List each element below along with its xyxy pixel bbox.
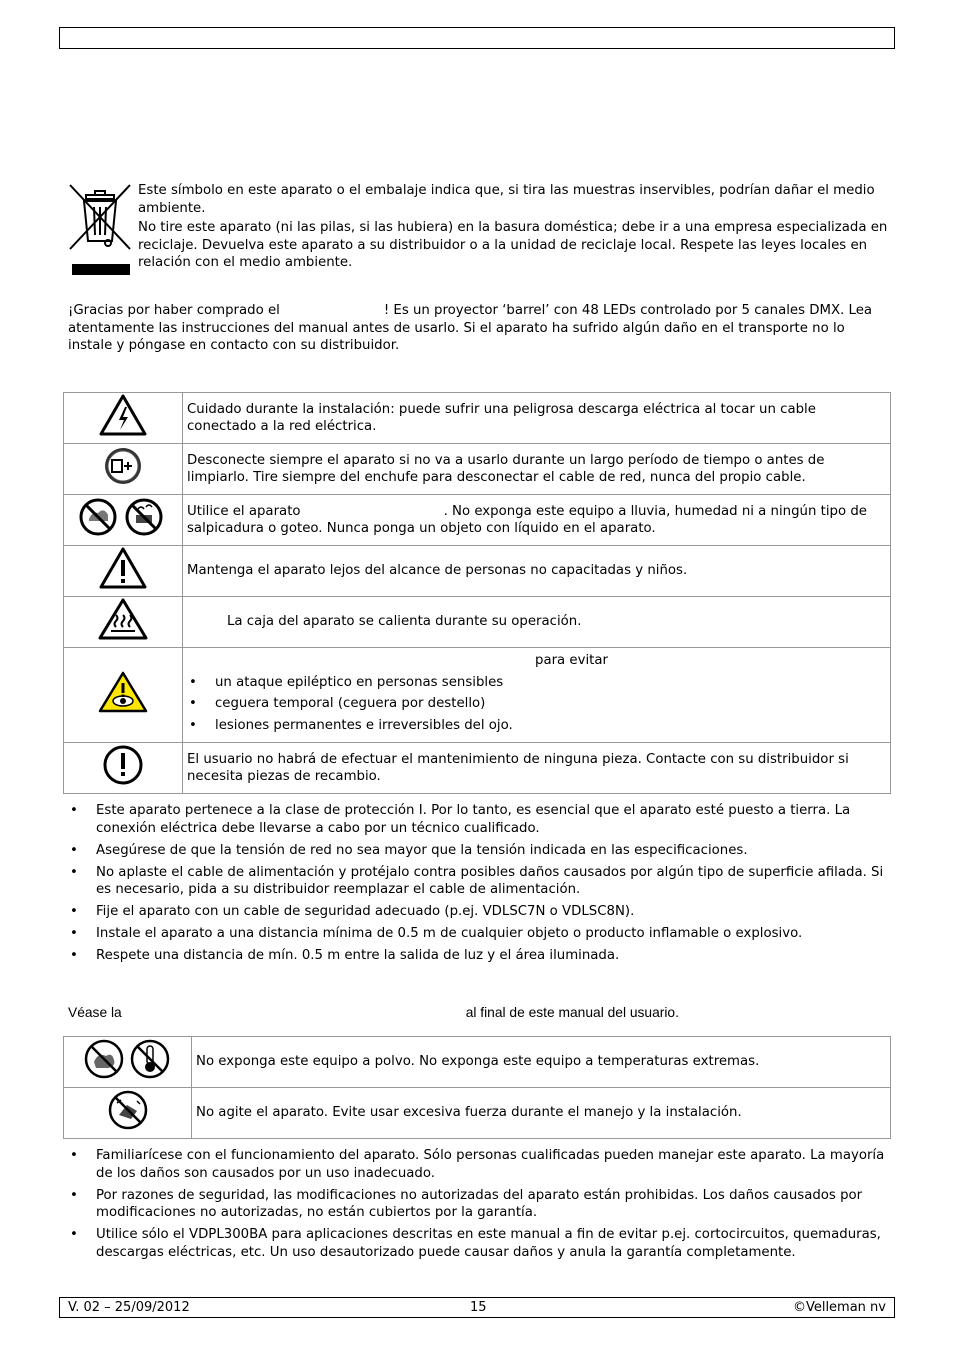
unplug-icon (103, 446, 143, 486)
warranty-note (68, 1004, 890, 1022)
electric-shock-warning-icon (98, 393, 148, 437)
table-row (64, 648, 891, 743)
list-item: • Fije el aparato con un cable de seguridad adecuado (p.ej. VDLSC7N o VDLSC8N). (68, 903, 890, 921)
table-row (64, 1037, 891, 1088)
list-item: • Por razones de seguridad, las modificaciones no autorizadas del aparato están prohibidas. Los daños causados por modificaciones no autorizadas, no están cubiertos por la garantía. (68, 1187, 890, 1222)
table-cell-text: Desconecte siempre el aparato si no va a usarlo durante un largo período de tiempo o antes de limpiarlo. Tire siempre del enchufe para desconectar el cable de red, nunca del propio cable. (183, 444, 891, 495)
list-item: • Familiarícese con el funcionamiento del aparato. Sólo personas cualificadas pueden manejar este aparato. La mayoría de los daños son causados por un uso inadecuado. (68, 1147, 890, 1182)
note-text-b: al final de este manual del usuario. (465, 1005, 679, 1020)
table-row (64, 743, 891, 794)
table-row (64, 546, 891, 597)
weee-crossed-bin-icon (68, 183, 134, 277)
table-cell-text: para evitar (535, 653, 609, 668)
eye-hazard-list (187, 674, 886, 735)
general-warning-icon (98, 546, 148, 590)
note-text-a: Véase la (68, 1005, 122, 1020)
table-row (64, 495, 891, 546)
no-rain-no-splash-icon (78, 497, 168, 537)
page-header-box (59, 27, 895, 49)
cell-text-a: Utilice el aparato (187, 503, 301, 519)
list-item: • Respete una distancia de mín. 0.5 m entre la salida de luz y el área iluminada. (68, 947, 890, 965)
intro-paragraph (68, 302, 890, 355)
cell-text-b: . No exponga este equipo a lluvia, humedad ni a ningún tipo de salpicadura o goteo. Nunca ponga un objeto con líquido en el aparato. (187, 503, 867, 536)
weee-paragraph-2: No tire este aparato (ni las pilas, si las hubiera) en la basura doméstica; debe ir a una empresa especializada en reciclaje. Devuelva este aparato a su distribuidor o a la unidad de reciclaje local. Respete las leyes locales en relación con el medio ambiente. (138, 220, 888, 270)
intro-text-a: ¡Gracias por haber comprado el (68, 303, 280, 318)
footer-page-number: 15 (470, 1300, 487, 1315)
mandatory-notice-icon (102, 744, 144, 786)
table-cell-text: La caja del aparato se calienta durante su operación. (227, 614, 582, 630)
table-row (64, 597, 891, 648)
no-dust-no-temperature-icon (82, 1038, 174, 1080)
hot-surface-icon (97, 597, 149, 641)
safety-bullet-list (68, 802, 890, 969)
list-item: • Este aparato pertenece a la clase de protección I. Por lo tanto, es esencial que el aparato esté puesto a tierra. La conexión eléctrica debe llevarse a cabo por un técnico cualificado. (68, 802, 890, 837)
no-shaking-icon (107, 1089, 149, 1131)
list-item: • Asegúrese de que la tensión de red no sea mayor que la tensión indicada en las especificaciones. (68, 842, 890, 860)
safety-instructions-table (63, 392, 891, 794)
table-row (64, 393, 891, 444)
design-features-table (63, 1036, 891, 1139)
table-cell-text: No exponga este equipo a polvo. No exponga este equipo a temperaturas extremas. (192, 1037, 891, 1088)
table-cell-text: El usuario no habrá de efectuar el mantenimiento de ninguna pieza. Contacte con su distribuidor si necesita piezas de recambio. (183, 743, 891, 794)
list-item: • Instale el aparato a una distancia mínima de 0.5 m de cualquier objeto o producto inflamable o explosivo. (68, 925, 890, 943)
list-item: • No aplaste el cable de alimentación y protéjalo contra posibles daños causados por algún tipo de superficie afilada. Si es necesario, pida a su distribuidor reemplazar el cable de alimentación. (68, 864, 890, 899)
intro-text-b: ! Es un proyector ‘barrel’ con 48 LEDs controlado por 5 canales DMX. Lea atentamente las instrucciones del manual antes de usarlo. Si el aparato ha sufrido algún daño en el transporte no lo instale y póngase en contacto con su distribuidor. (68, 303, 873, 353)
page-footer (59, 1297, 895, 1318)
table-cell-text: Mantenga el aparato lejos del alcance de personas no capacitadas y niños. (183, 546, 891, 597)
list-item: • un ataque epiléptico en personas sensibles (187, 674, 886, 692)
list-item: • lesiones permanentes e irreversibles del ojo. (187, 717, 886, 735)
weee-paragraph-1: Este símbolo en este aparato o el embalaje indica que, si tira las muestras inservibles, podrían dañar el medio ambiente. (138, 183, 875, 216)
list-item: • Utilice sólo el VDPL300BA para aplicaciones descritas en este manual a fin de evitar p.ej. cortocircuitos, quemaduras, descargas eléctricas, etc. Un uso desautorizado puede causar daños y anula la garantía completamente. (68, 1226, 890, 1261)
weee-text (138, 182, 888, 274)
footer-version: V. 02 – 25/09/2012 (68, 1300, 190, 1315)
table-row (64, 444, 891, 495)
table-cell-text (183, 495, 891, 546)
list-item: • ceguera temporal (ceguera por destello) (187, 695, 886, 713)
table-row (64, 1088, 891, 1139)
table-cell-text: Cuidado durante la instalación: puede sufrir una peligrosa descarga eléctrica al tocar un cable conectado a la red eléctrica. (183, 393, 891, 444)
table-cell-text: No agite el aparato. Evite usar excesiva fuerza durante el manejo y la instalación. (192, 1088, 891, 1139)
eye-hazard-icon (97, 670, 149, 714)
footer-copyright: ©Velleman nv (792, 1300, 886, 1315)
usage-bullet-list (68, 1147, 890, 1266)
